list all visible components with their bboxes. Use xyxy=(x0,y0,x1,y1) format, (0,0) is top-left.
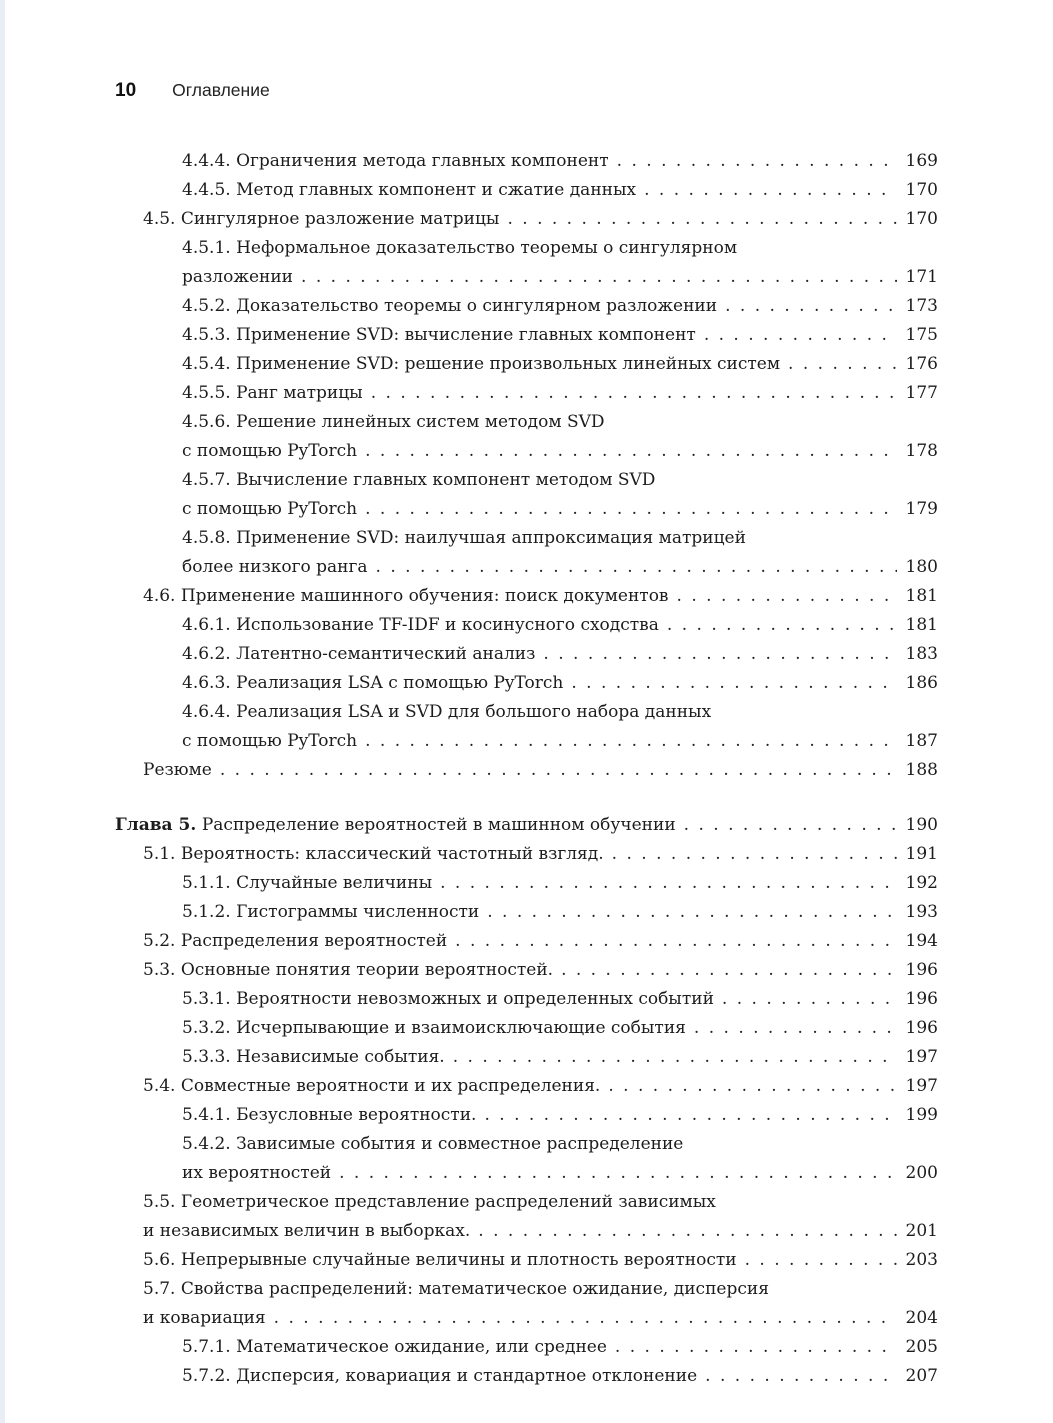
toc-entry xyxy=(115,1072,938,1101)
toc-page-number: 205 xyxy=(905,1337,938,1357)
toc-list xyxy=(115,147,938,1391)
dot-leader xyxy=(667,611,897,640)
toc-entry-text: 4.4.5. Метод главных компонент и сжатие данных xyxy=(182,180,637,200)
toc-entry-line xyxy=(182,321,938,350)
toc-entry xyxy=(115,869,938,898)
dot-leader xyxy=(745,1246,897,1275)
dot-leader xyxy=(617,147,897,176)
toc-entry-text: 4.4.4. Ограничения метода главных компонент xyxy=(182,151,609,171)
toc-entry xyxy=(115,1014,938,1043)
toc-page-number: 180 xyxy=(905,557,938,577)
toc-entry-line xyxy=(182,437,938,466)
toc-page-number: 191 xyxy=(905,844,938,864)
toc-entry xyxy=(115,611,938,640)
toc-entry-line xyxy=(143,582,938,611)
chapter-prefix: Глава 5. xyxy=(115,815,197,835)
toc-entry-line xyxy=(182,869,938,898)
toc-entry-text: 5.3.1. Вероятности невозможных и определенных событий xyxy=(182,989,714,1009)
toc-entry-line xyxy=(182,1014,938,1043)
toc-entry-text: и ковариация xyxy=(143,1308,266,1328)
toc-page-number: 171 xyxy=(905,267,938,287)
toc-page-number: 178 xyxy=(905,441,938,461)
toc-entry-line xyxy=(182,898,938,927)
toc-entry-text: 4.6.1. Использование TF-IDF и косинусного сходства xyxy=(182,615,659,635)
dot-leader xyxy=(507,205,897,234)
toc-entry-line xyxy=(182,292,938,321)
toc-entry xyxy=(115,205,938,234)
toc-entry-line xyxy=(182,263,938,292)
toc-entry-line xyxy=(143,1188,938,1217)
dot-leader xyxy=(365,495,897,524)
dot-leader xyxy=(478,1217,897,1246)
toc-entry xyxy=(115,582,938,611)
toc-entry-line xyxy=(182,698,938,727)
toc-entry xyxy=(115,1333,938,1362)
toc-entry xyxy=(115,956,938,985)
toc-page-number: 196 xyxy=(905,960,938,980)
toc-page-number: 181 xyxy=(905,586,938,606)
toc-entry-line xyxy=(182,1043,938,1072)
page-number: 10 xyxy=(115,80,137,101)
running-header-title: Оглавление xyxy=(172,80,270,100)
dot-leader xyxy=(365,727,897,756)
toc-entry-text: 4.5.8. Применение SVD: наилучшая аппроксимация матрицей xyxy=(182,528,746,548)
toc-page-number: 177 xyxy=(905,383,938,403)
toc-page-number: 199 xyxy=(905,1105,938,1125)
toc-entry-text: 5.3.2. Исчерпывающие и взаимоисключающие события xyxy=(182,1018,686,1038)
toc-entry-text: более низкого ранга xyxy=(182,557,368,577)
toc-entry-text: с помощью PyTorch xyxy=(182,499,358,519)
toc-entry-line xyxy=(143,205,938,234)
toc-entry-text: 4.5.6. Решение линейных систем методом SVD xyxy=(182,412,605,432)
toc-page-number: 169 xyxy=(905,151,938,171)
toc-entry xyxy=(115,466,938,524)
toc-entry-text: 4.5.5. Ранг матрицы xyxy=(182,383,363,403)
toc-entry xyxy=(115,840,938,869)
toc-entry xyxy=(115,1130,938,1188)
toc-page-number: 194 xyxy=(905,931,938,951)
toc-entry-line xyxy=(182,727,938,756)
toc-page-number: 190 xyxy=(905,815,938,835)
toc-entry-line xyxy=(182,1130,938,1159)
toc-page-number: 173 xyxy=(905,296,938,316)
toc-entry-line xyxy=(182,466,938,495)
toc-entry-text: 4.6.2. Латентно-семантический анализ xyxy=(182,644,536,664)
toc-entry-text: 5.5. Геометрическое представление распределений зависимых xyxy=(143,1192,716,1212)
toc-entry-text: с помощью PyTorch xyxy=(182,731,358,751)
toc-entry-line xyxy=(143,1217,938,1246)
toc-entry-text: 5.1.1. Случайные величины xyxy=(182,873,433,893)
toc-entry-line xyxy=(182,1333,938,1362)
toc-entry-text: 5.4. Совместные вероятности и их распределения. xyxy=(143,1076,601,1096)
toc-entry-text: 5.1.2. Гистограммы численности xyxy=(182,902,480,922)
toc-entry-text: 5.4.2. Зависимые события и совместное распределение xyxy=(182,1134,684,1154)
toc-entry-line xyxy=(115,811,938,840)
toc-entry-line xyxy=(143,927,938,956)
toc-entry-text: 5.7.1. Математическое ожидание, или среднее xyxy=(182,1337,607,1357)
dot-leader xyxy=(677,582,897,611)
dot-leader xyxy=(220,756,897,785)
toc-entry-line xyxy=(182,669,938,698)
toc-entry-line xyxy=(182,1101,938,1130)
toc-entry xyxy=(115,698,938,756)
toc-entry xyxy=(115,234,938,292)
dot-leader xyxy=(371,379,897,408)
toc-entry-text: 5.7.2. Дисперсия, ковариация и стандартное отклонение xyxy=(182,1366,698,1386)
toc-page-number: 203 xyxy=(905,1250,938,1270)
toc-entry-line xyxy=(182,495,938,524)
toc-entry-text: и независимых величин в выборках. xyxy=(143,1221,471,1241)
toc-entry-line xyxy=(182,611,938,640)
dot-leader xyxy=(644,176,897,205)
toc-entry-line xyxy=(182,350,938,379)
toc-entry-text: 5.3. Основные понятия теории вероятностей. xyxy=(143,960,554,980)
toc-entry-text: 5.6. Непрерывные случайные величины и плотность вероятности xyxy=(143,1250,737,1270)
toc-entry-line xyxy=(143,840,938,869)
toc-entry-line xyxy=(143,756,938,785)
dot-leader xyxy=(725,292,897,321)
toc-entry xyxy=(115,1043,938,1072)
toc-page-number: 176 xyxy=(905,354,938,374)
dot-leader xyxy=(339,1159,897,1188)
toc-entry xyxy=(115,379,938,408)
toc-entry-line xyxy=(182,147,938,176)
toc-entry xyxy=(115,640,938,669)
dot-leader xyxy=(365,437,897,466)
toc-page-number: 186 xyxy=(905,673,938,693)
dot-leader xyxy=(615,1333,897,1362)
toc-entry xyxy=(115,292,938,321)
dot-leader xyxy=(301,263,897,292)
toc-entry-line xyxy=(143,1304,938,1333)
toc-page-number: 193 xyxy=(905,902,938,922)
dot-leader xyxy=(484,1101,897,1130)
toc-page-number: 188 xyxy=(905,760,938,780)
toc-entry xyxy=(115,669,938,698)
toc-entry-line xyxy=(182,985,938,1014)
toc-entry-line xyxy=(182,1362,938,1391)
dot-leader xyxy=(455,927,897,956)
toc-entry xyxy=(115,350,938,379)
toc-entry-line xyxy=(182,379,938,408)
toc-entry-text: 4.5.2. Доказательство теоремы о сингулярном разложении xyxy=(182,296,718,316)
dot-leader xyxy=(453,1043,897,1072)
toc-entry-text: 4.5.4. Применение SVD: решение произвольных линейных систем xyxy=(182,354,781,374)
dot-leader xyxy=(274,1304,897,1333)
toc-entry-line xyxy=(182,553,938,582)
toc-entry-text: 5.7. Свойства распределений: математическое ожидание, дисперсия xyxy=(143,1279,769,1299)
dot-leader xyxy=(543,640,897,669)
dot-leader xyxy=(722,985,897,1014)
toc-entry xyxy=(115,927,938,956)
toc-entry xyxy=(115,1275,938,1333)
toc-page-number: 196 xyxy=(905,1018,938,1038)
toc-entry-text: 4.5. Сингулярное разложение матрицы xyxy=(143,209,500,229)
dot-leader xyxy=(704,321,897,350)
toc-entry-text: 4.5.1. Неформальное доказательство теоремы о сингулярном xyxy=(182,238,738,258)
toc-entry xyxy=(115,898,938,927)
toc-entry-text: 4.6. Применение машинного обучения: поиск документов xyxy=(143,586,669,606)
toc-entry xyxy=(115,756,938,785)
toc-entry-line xyxy=(143,1246,938,1275)
dot-leader xyxy=(608,1072,897,1101)
toc-entry-line xyxy=(182,176,938,205)
dot-leader xyxy=(694,1014,897,1043)
toc-entry-line xyxy=(143,1275,938,1304)
dot-leader xyxy=(487,898,897,927)
toc-entry-text: 5.4.1. Безусловные вероятности. xyxy=(182,1105,477,1125)
toc-entry-text: с помощью PyTorch xyxy=(182,441,358,461)
toc-entry-text: Распределение вероятностей в машинном обучении xyxy=(201,815,676,835)
toc-page-number: 170 xyxy=(905,180,938,200)
toc-entry-line xyxy=(182,640,938,669)
toc-entry xyxy=(115,408,938,466)
toc-entry-text: 5.2. Распределения вероятностей xyxy=(143,931,448,951)
dot-leader xyxy=(788,350,897,379)
toc-page-number: 187 xyxy=(905,731,938,751)
toc-page-number: 179 xyxy=(905,499,938,519)
toc-page-number: 204 xyxy=(905,1308,938,1328)
toc-entry xyxy=(115,321,938,350)
toc-entry xyxy=(115,985,938,1014)
toc-entry-text: 4.5.7. Вычисление главных компонент методом SVD xyxy=(182,470,656,490)
toc-page-number: 192 xyxy=(905,873,938,893)
toc-entry xyxy=(115,811,938,840)
toc-page-number: 196 xyxy=(905,989,938,1009)
dot-leader xyxy=(440,869,897,898)
toc-entry-line xyxy=(182,524,938,553)
dot-leader xyxy=(571,669,897,698)
toc-entry-text: 5.1. Вероятность: классический частотный взгляд. xyxy=(143,844,604,864)
toc-entry xyxy=(115,524,938,582)
toc-page-number: 200 xyxy=(905,1163,938,1183)
toc-entry-text: их вероятностей xyxy=(182,1163,332,1183)
toc-entry-line xyxy=(143,1072,938,1101)
toc-page-number: 175 xyxy=(905,325,938,345)
toc-entry-line xyxy=(143,956,938,985)
toc-page-number: 207 xyxy=(905,1366,938,1386)
toc-page-number: 183 xyxy=(905,644,938,664)
toc-entry xyxy=(115,1246,938,1275)
dot-leader xyxy=(684,811,897,840)
toc-entry xyxy=(115,1188,938,1246)
toc-entry-text: разложении xyxy=(182,267,294,287)
toc-entry xyxy=(115,1362,938,1391)
dot-leader xyxy=(705,1362,897,1391)
dot-leader xyxy=(612,840,897,869)
toc-entry-text: 5.3.3. Независимые события. xyxy=(182,1047,445,1067)
toc-page-number: 201 xyxy=(905,1221,938,1241)
running-header xyxy=(0,0,1053,102)
toc-page-number: 197 xyxy=(905,1076,938,1096)
toc-entry xyxy=(115,1101,938,1130)
toc-entry-line xyxy=(182,234,938,263)
page-edge-strip xyxy=(0,0,5,1423)
toc-entry-text: 4.6.4. Реализация LSA и SVD для большого набора данных xyxy=(182,702,712,722)
toc-page-number: 170 xyxy=(905,209,938,229)
toc-entry-text: 4.5.3. Применение SVD: вычисление главных компонент xyxy=(182,325,696,345)
toc-entry xyxy=(115,147,938,176)
toc-page-number: 181 xyxy=(905,615,938,635)
dot-leader xyxy=(561,956,897,985)
toc-entry-text: Резюме xyxy=(143,760,212,780)
toc-entry-line xyxy=(182,408,938,437)
toc-entry-line xyxy=(182,1159,938,1188)
toc-page-number: 197 xyxy=(905,1047,938,1067)
toc-entry xyxy=(115,176,938,205)
toc-entry-text: 4.6.3. Реализация LSA с помощью PyTorch xyxy=(182,673,564,693)
dot-leader xyxy=(376,553,897,582)
